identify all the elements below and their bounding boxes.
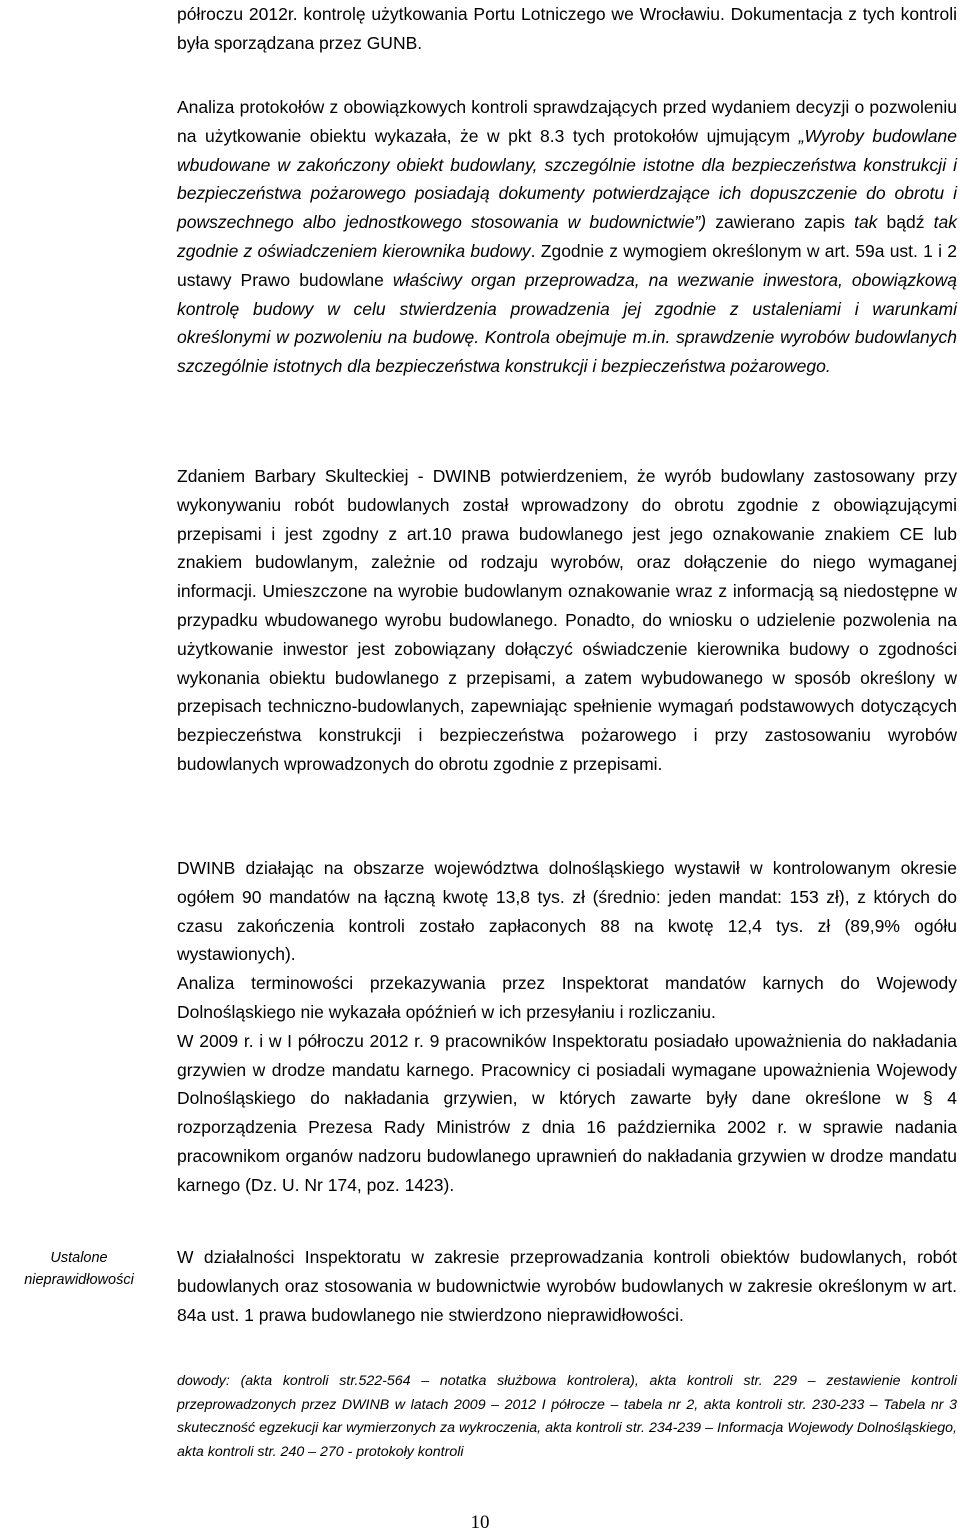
- paragraph-7-block: [177, 1243, 957, 1329]
- paragraph-3-block: [177, 462, 957, 779]
- paragraph-5: Analiza terminowości przekazywania przez Inspektorat mandatów karnych do Wojewody Dolnośląskiego nie wykazała opóźnień w ich przesyłaniu i rozliczaniu.: [177, 973, 957, 1022]
- p2-law-quote: właściwy organ przeprowadza, na wezwanie inwestora, obowiązkową kontrolę budowy w celu stwierdzenia prowadzenia jej zgodnie z ustaleniami i warunkami określonymi w pozwoleniu na budowę. Kontrola obejmuje m.in. sprawdzenie wyrobów budowlanych szczególnie istotnych dla bezpieczeństwa konstrukcji i bezpieczeństwa pożarowego.: [177, 269, 957, 377]
- paragraph-2-block: [177, 93, 957, 381]
- side-label: Ustalone nieprawidłowości: [24, 1250, 134, 1288]
- paragraph-7: W działalności Inspektoratu w zakresie przeprowadzania kontroli obiektów budowlanych, robót budowlanych oraz stosowania w budownictwie wyrobów budowlanych w zakresie określonym w art. 84a ust. 1 prawa budowlanego nie stwierdzono nieprawidłowości.: [177, 1247, 957, 1325]
- p2-text-e: bądź: [877, 212, 934, 233]
- p2-text-c: zawierano zapis: [706, 212, 855, 233]
- paragraph-6: W 2009 r. i w I półroczu 2012 r. 9 pracowników Inspektoratu posiadało upoważnienia do nakładania grzywien w drodze mandatu karnego. Pracownicy ci posiadali wymagane upoważnienia Wojewody Dolnośląskiego do nakładania grzywien, w których zawarte były dane określone w § 4 rozporządzenia Prezesa Rady Ministrów z dnia 16 października 2002 r. w sprawie nadania pracownikom organów nadzoru budowlanego uprawnień do nakładania grzywien w drodze mandatu karnego (Dz. U. Nr 174, poz. 1423).: [177, 1030, 957, 1195]
- paragraph-2: [177, 93, 957, 381]
- p2-text-g: . Zgodnie z wymogiem określonym w art. 59a ust. 1 i 2 ustawy Prawo budowlane: [177, 240, 957, 290]
- p2-text-a: Analiza protokołów z obowiązkowych kontroli sprawdzających przed wydaniem decyzji o pozwoleniu na użytkowanie obiektu wykazała, że w pkt 8.3 tych protokołów ujmującym: [177, 97, 957, 146]
- main-column: [177, 0, 957, 58]
- p2-quote: „Wyroby budowlane wbudowane w zakończony obiekt budowlany, szczególnie istotne dla bezpieczeństwa konstrukcji i bezpieczeństwa pożarowego posiadają dokumenty potwierdzające ich dopuszczenie do obrotu i powszechnego albo jednostkowego stosowania w budownictwie”): [177, 125, 957, 233]
- p2-tak: tak: [854, 212, 878, 233]
- evidence-note: dowody: (akta kontroli str.522-564 – notatka służbowa kontrolera), akta kontroli str. 229 – zestawienie kontroli przeprowadzonych przez DWINB w latach 2009 – 2012 I półrocze – tabela nr 2, akta kontroli str. 230-233 – Tabela nr 3 skuteczność egzekucji kar wymierzonych za wykroczenia, akta kontroli str. 234-239 – Informacja Wojewody Dolnośląskiego, akta kontroli str. 240 – 270 - protokoły kontroli: [177, 1373, 957, 1460]
- page-number: 10: [470, 1512, 490, 1533]
- paragraph-4-block: [177, 854, 957, 1200]
- paragraph-1: półroczu 2012r. kontrolę użytkowania Portu Lotniczego we Wrocławiu. Dokumentacja z tych kontroli była sporządzana przez GUNB.: [177, 4, 957, 53]
- paragraph-4: DWINB działając na obszarze województwa dolnośląskiego wystawił w kontrolowanym okresie ogółem 90 mandatów na łączną kwotę 13,8 tys. zł (średnio: jeden mandat: 153 zł), z których do czasu zakończenia kontroli zostało zapłaconych 88 na kwotę 12,4 tys. zł (89,9% ogółu wystawionych).: [177, 858, 957, 965]
- p2-tak-zgodnie: tak zgodnie z oświadczeniem kierownika budowy: [177, 212, 957, 261]
- paragraph-3: Zdaniem Barbary Skulteckiej - DWINB potwierdzeniem, że wyrób budowlany zastosowany przy wykonywaniu robót budowlanych został wprowadzony do obrotu zgodnie z obowiązującymi przepisami i jest zgodny z art.10 prawa budowlanego jest jego oznakowanie znakiem CE lub znakiem budowlanym, zależnie od rodzaju wyrobów, oraz dołączenie do niego wymaganej informacji. Umieszczone na wyrobie budowlanym oznakowanie wraz z informacją są niedostępne w przypadku wbudowanego wyrobu budowlanego. Ponadto, do wniosku o udzielenie pozwolenia na użytkowanie inwestor jest zobowiązany dołączyć oświadczenie kierownika budowy o zgodności wykonania obiektu budowlanego z przepisami, a zatem wybudowanego w sposób określony w przepisach techniczno-budowlanych, zapewniając spełnienie wymagań podstawowych dotyczących bezpieczeństwa konstrukcji i bezpieczeństwa pożarowego i przy zastosowaniu wyrobów budowlanych wprowadzonych do obrotu zgodnie z przepisami.: [177, 466, 957, 774]
